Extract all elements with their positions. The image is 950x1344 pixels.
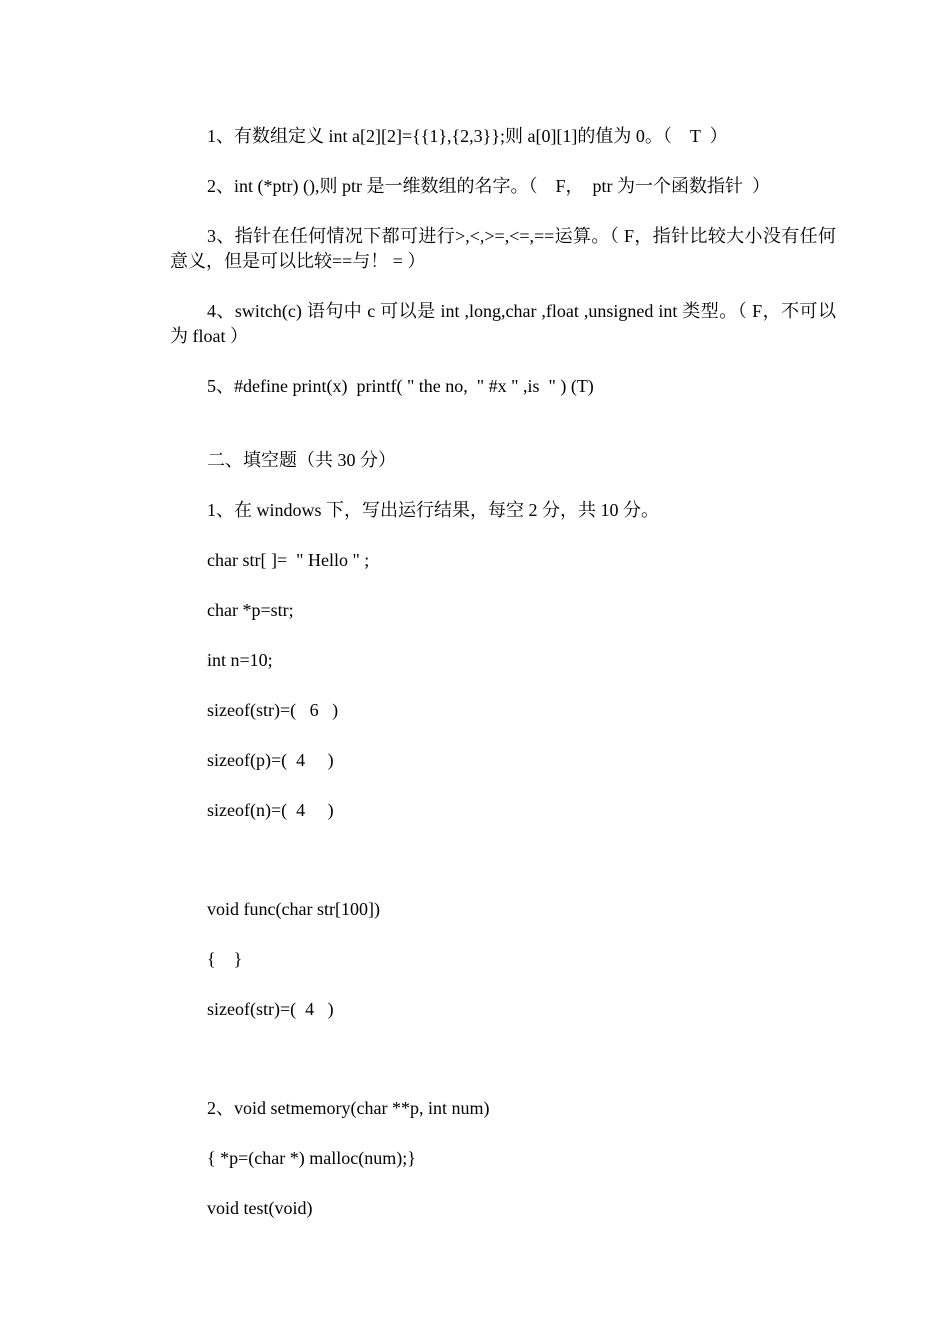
tf-question-4: 4、switch(c) 语句中 c 可以是 int ,long,char ,float ,unsigned int 类型。（ F，不可以为 float ） <box>170 301 836 346</box>
fill-question-1-prompt: 1、在 windows 下，写出运行结果，每空 2 分，共 10 分。 <box>207 500 660 520</box>
code-line: int n=10; <box>207 650 273 670</box>
answer-line: sizeof(p)=( 4 ) <box>207 750 334 770</box>
tf-question-2: 2、int (*ptr) (),则 ptr 是一维数组的名字。（ F， ptr 为一个函数指针 ） <box>207 176 770 196</box>
answer-line: sizeof(n)=( 4 ) <box>207 800 334 820</box>
code-line: { *p=(char *) malloc(num);} <box>207 1148 416 1168</box>
code-line: void test(void) <box>207 1198 313 1218</box>
answer-line: sizeof(str)=( 6 ) <box>207 700 339 720</box>
fill-question-2-line: 2、void setmemory(char **p, int num) <box>207 1098 490 1118</box>
code-line: { } <box>207 949 243 969</box>
tf-question-3: 3、指针在任何情况下都可进行>,<,>=,<=,==运算。（ F，指针比较大小没有任何意义，但是可以比较==与！ = ） <box>170 226 836 271</box>
code-line: char str[ ]= " Hello " ; <box>207 550 370 570</box>
tf-question-5: 5、#define print(x) printf( " the no, " #x " ,is " ) (T) <box>207 376 594 396</box>
code-line: void func(char str[100]) <box>207 899 380 919</box>
answer-line: sizeof(str)=( 4 ) <box>207 999 334 1019</box>
section-heading-fill-in: 二、填空题（共 30 分） <box>207 450 396 470</box>
code-line: char *p=str; <box>207 600 294 620</box>
tf-question-1: 1、有数组定义 int a[2][2]={{1},{2,3}};则 a[0][1]的值为 0。（ T ） <box>207 126 728 146</box>
